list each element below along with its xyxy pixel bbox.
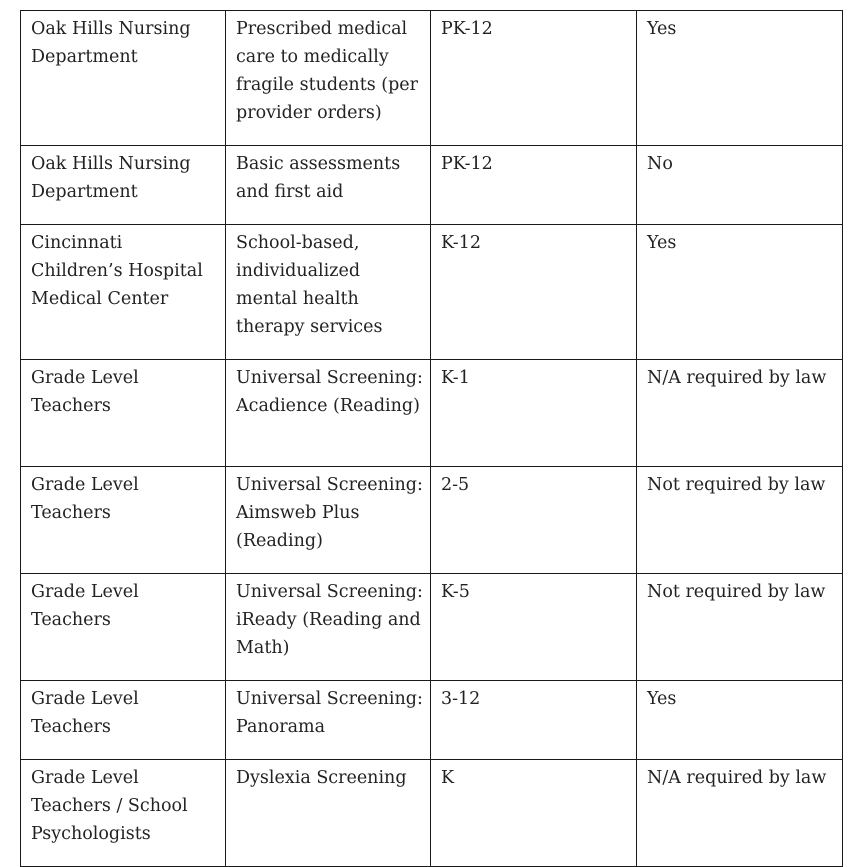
- grades-cell: 2-5: [431, 467, 637, 574]
- consent-cell: Yes: [637, 225, 843, 360]
- grades-cell: K-12: [431, 225, 637, 360]
- service-cell: Universal Screening: Panorama: [226, 681, 431, 760]
- provider-cell: Grade Level Teachers: [21, 467, 226, 574]
- grades-cell: PK-12: [431, 146, 637, 225]
- table-row: [21, 225, 843, 360]
- provider-cell: Grade Level Teachers: [21, 681, 226, 760]
- service-cell: Basic assessments and first aid: [226, 146, 431, 225]
- consent-cell: N/A required by law: [637, 760, 843, 867]
- consent-cell: Not required by law: [637, 574, 843, 681]
- service-cell: Prescribed medical care to medically fragile students (per provider orders): [226, 11, 431, 146]
- service-cell: Universal Screening: iReady (Reading and Math): [226, 574, 431, 681]
- consent-cell: No: [637, 146, 843, 225]
- grades-cell: PK-12: [431, 11, 637, 146]
- provider-cell: Grade Level Teachers / School Psychologists: [21, 760, 226, 867]
- service-cell: Universal Screening: Acadience (Reading): [226, 360, 431, 467]
- provider-cell: Oak Hills Nursing Department: [21, 146, 226, 225]
- table-row: [21, 11, 843, 146]
- grades-cell: K-1: [431, 360, 637, 467]
- table-row: [21, 681, 843, 760]
- consent-cell: Yes: [637, 681, 843, 760]
- consent-cell: Not required by law: [637, 467, 843, 574]
- provider-cell: Cincinnati Children’s Hospital Medical Center: [21, 225, 226, 360]
- provider-cell: Grade Level Teachers: [21, 360, 226, 467]
- grades-cell: K-5: [431, 574, 637, 681]
- table-row: [21, 760, 843, 867]
- consent-cell: N/A required by law: [637, 360, 843, 467]
- service-cell: School-based, individualized mental health therapy services: [226, 225, 431, 360]
- table-row: [21, 574, 843, 681]
- services-table: [20, 10, 843, 867]
- service-cell: Dyslexia Screening: [226, 760, 431, 867]
- grades-cell: K: [431, 760, 637, 867]
- table-row: [21, 146, 843, 225]
- provider-cell: Oak Hills Nursing Department: [21, 11, 226, 146]
- provider-cell: Grade Level Teachers: [21, 574, 226, 681]
- consent-cell: Yes: [637, 11, 843, 146]
- table-row: [21, 467, 843, 574]
- table-row: [21, 360, 843, 467]
- service-cell: Universal Screening: Aimsweb Plus (Reading): [226, 467, 431, 574]
- grades-cell: 3-12: [431, 681, 637, 760]
